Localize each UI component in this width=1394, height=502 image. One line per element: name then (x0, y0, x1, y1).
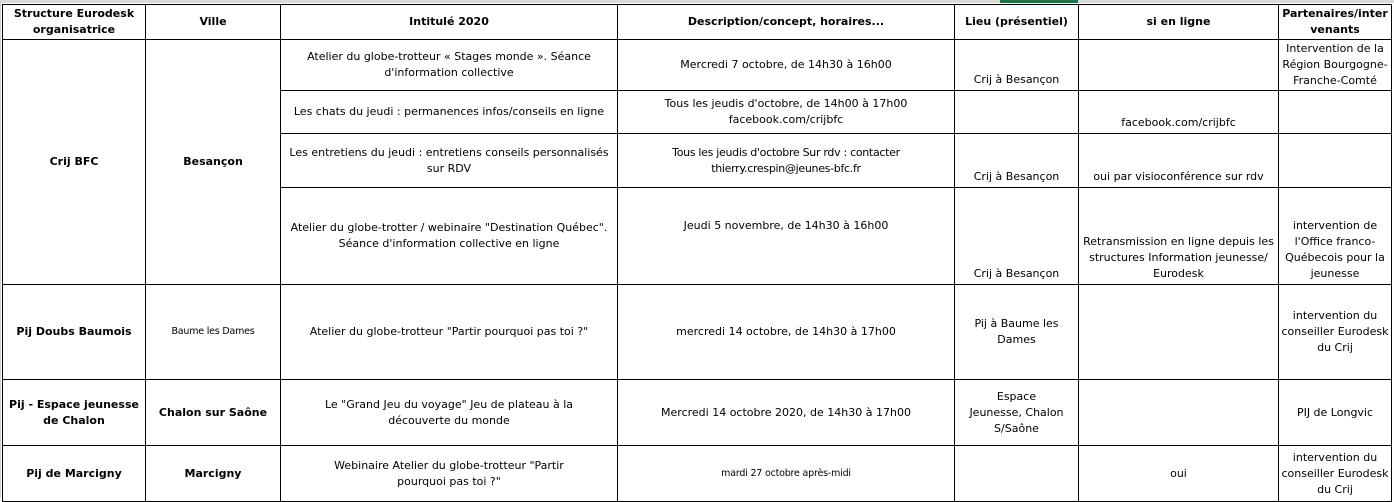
cell-intitule[interactable]: Les entretiens du jeudi : entretiens conseils personnalisés sur RDV (281, 134, 618, 188)
header-row (3, 5, 1392, 40)
cell-lieu[interactable]: Crij à Besançon (955, 134, 1079, 188)
cell-partenaires[interactable]: intervention du conseiller Eurodesk du Crij (1279, 285, 1392, 380)
cell-lieu[interactable]: Pij à Baume les Dames (955, 285, 1079, 380)
header-structure[interactable]: Structure Eurodesk organisatrice (3, 5, 146, 40)
table-row (3, 285, 1392, 380)
cell-partenaires[interactable]: intervention du conseiller Eurodesk du Crij (1279, 446, 1392, 502)
selected-column-indicator (1000, 0, 1078, 3)
cell-ville[interactable]: Chalon sur Saône (146, 380, 281, 446)
column-header-strip (0, 0, 1394, 3)
cell-description[interactable]: Jeudi 5 novembre, de 14h30 à 16h00 (618, 188, 955, 285)
cell-lieu[interactable]: Crij à Besançon (955, 188, 1079, 285)
cell-intitule[interactable]: Le "Grand Jeu du voyage" Jeu de plateau à la découverte du monde (281, 380, 618, 446)
cell-partenaires[interactable]: Intervention de la Région Bourgogne-Franche-Comté (1279, 40, 1392, 91)
cell-ville[interactable]: Marcigny (146, 446, 281, 502)
table-row (3, 446, 1392, 502)
cell-description[interactable]: Tous les jeudis d'octobre Sur rdv : contacter thierry.crespin@jeunes-bfc.fr (618, 134, 955, 188)
cell-partenaires[interactable]: PIJ de Longvic (1279, 380, 1392, 446)
cell-lieu[interactable] (955, 446, 1079, 502)
header-intitule[interactable]: Intitulé 2020 (281, 5, 618, 40)
cell-ville[interactable]: Baume les Dames (146, 285, 281, 380)
header-en-ligne[interactable]: si en ligne (1079, 5, 1279, 40)
cell-structure[interactable]: Pij Doubs Baumois (3, 285, 146, 380)
cell-description[interactable]: Mercredi 14 octobre 2020, de 14h30 à 17h00 (618, 380, 955, 446)
cell-partenaires[interactable] (1279, 91, 1392, 134)
cell-partenaires[interactable] (1279, 134, 1392, 188)
cell-ville[interactable]: Besançon (146, 40, 281, 285)
cell-lieu[interactable]: Crij à Besançon (955, 40, 1079, 91)
cell-lieu[interactable] (955, 91, 1079, 134)
cell-description[interactable]: mercredi 14 octobre, de 14h30 à 17h00 (618, 285, 955, 380)
cell-en-ligne[interactable] (1079, 285, 1279, 380)
header-lieu[interactable]: Lieu (présentiel) (955, 5, 1079, 40)
cell-intitule[interactable]: Atelier du globe-trotteur "Partir pourquoi pas toi ?" (281, 285, 618, 380)
cell-partenaires[interactable]: intervention de l'Office franco-Québecois pour la jeunesse (1279, 188, 1392, 285)
cell-intitule[interactable]: Atelier du globe-trotter / webinaire "Destination Québec". Séance d'information collective en ligne (281, 188, 618, 285)
cell-en-ligne[interactable]: oui par visioconférence sur rdv (1079, 134, 1279, 188)
cell-intitule[interactable]: Webinaire Atelier du globe-trotteur "Partir pourquoi pas toi ?" (281, 446, 618, 502)
cell-intitule[interactable]: Les chats du jeudi : permanences infos/conseils en ligne (281, 91, 618, 134)
cell-en-ligne[interactable] (1079, 380, 1279, 446)
cell-structure[interactable]: Crij BFC (3, 40, 146, 285)
header-ville[interactable]: Ville (146, 5, 281, 40)
cell-en-ligne[interactable]: facebook.com/crijbfc (1079, 91, 1279, 134)
cell-lieu[interactable]: Espace Jeunesse, Chalon S/Saône (955, 380, 1079, 446)
cell-en-ligne[interactable] (1079, 40, 1279, 91)
cell-description[interactable]: Tous les jeudis d'octobre, de 14h00 à 17h00 facebook.com/crijbfc (618, 91, 955, 134)
header-description[interactable]: Description/concept, horaires... (618, 5, 955, 40)
cell-intitule[interactable]: Atelier du globe-trotteur « Stages monde ». Séance d'information collective (281, 40, 618, 91)
cell-structure[interactable]: Pij - Espace jeunesse de Chalon (3, 380, 146, 446)
cell-description[interactable]: Mercredi 7 octobre, de 14h30 à 16h00 (618, 40, 955, 91)
cell-en-ligne[interactable]: oui (1079, 446, 1279, 502)
row-header-edge (0, 0, 1, 498)
table-row (3, 380, 1392, 446)
events-table (2, 4, 1392, 502)
cell-description[interactable]: mardi 27 octobre après-midi (618, 446, 955, 502)
header-partenaires[interactable]: Partenaires/intervenants (1279, 5, 1392, 40)
cell-structure[interactable]: Pij de Marcigny (3, 446, 146, 502)
table-row (3, 40, 1392, 91)
cell-en-ligne[interactable]: Retransmission en ligne depuis les structures Information jeunesse/ Eurodesk (1079, 188, 1279, 285)
